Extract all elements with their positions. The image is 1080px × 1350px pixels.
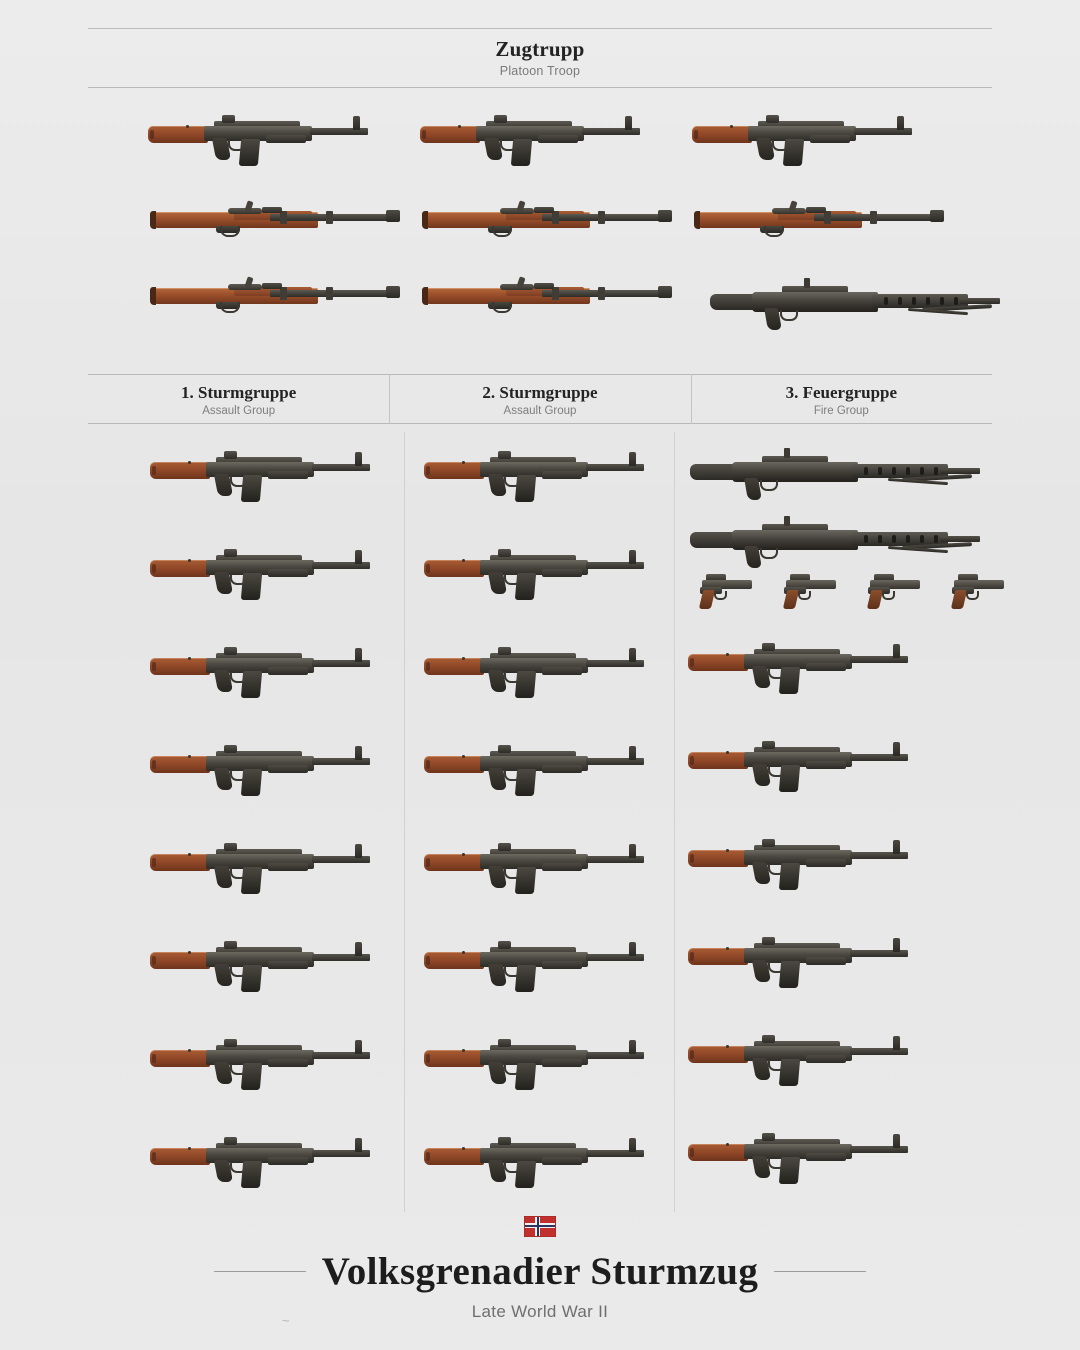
weapon-stg44 — [688, 730, 920, 792]
group-subtitle: Assault Group — [503, 405, 577, 417]
poster-title: Volksgrenadier Sturmzug — [321, 1250, 759, 1293]
weapon-stg44 — [150, 636, 382, 698]
platoon-row-3 — [150, 274, 1004, 336]
platoon-title: Zugtrupp — [495, 37, 585, 61]
platoon-header — [88, 28, 992, 88]
weapon-stg44 — [688, 926, 920, 988]
weapon-luger — [860, 570, 924, 610]
weapon-stg44 — [688, 1122, 920, 1184]
weapon-stg44 — [688, 828, 920, 890]
poster-footer — [0, 1216, 1080, 1322]
weapon-kar98k — [694, 198, 952, 242]
weapon-luger — [692, 570, 756, 610]
platoon-subtitle: Platoon Troop — [499, 64, 581, 79]
weapon-stg44 — [150, 930, 382, 992]
poster-subtitle: Late World War II — [471, 1302, 609, 1321]
column-divider — [404, 432, 405, 1212]
luger-row — [692, 570, 1008, 610]
weapon-stg44 — [150, 1028, 382, 1090]
weapon-stg44 — [424, 1028, 656, 1090]
group-title: 1. Sturmgruppe — [181, 383, 297, 402]
group-header-1 — [88, 375, 389, 423]
weapon-stg44 — [424, 1126, 656, 1188]
weapon-stg44 — [424, 832, 656, 894]
weapon-stg44 — [424, 636, 656, 698]
weapon-kar98k — [422, 198, 680, 242]
group-subtitle: Fire Group — [813, 405, 869, 417]
weapon-stg44 — [424, 440, 656, 502]
weapon-stg44 — [420, 104, 652, 166]
title-rule-right — [774, 1271, 866, 1272]
weapon-kar98k — [150, 274, 408, 336]
column-divider — [674, 432, 675, 1212]
weapon-mg42 — [708, 274, 1004, 336]
weapon-stg44 — [692, 104, 924, 166]
platoon-row-1 — [148, 104, 924, 166]
weapon-kar98k — [150, 198, 408, 242]
platoon-row-2 — [150, 198, 952, 242]
weapon-luger — [776, 570, 840, 610]
weapon-mg42 — [688, 444, 984, 506]
weapon-stg44 — [150, 538, 382, 600]
weapon-stg44 — [424, 930, 656, 992]
weapon-stg44 — [424, 734, 656, 796]
weapon-stg44 — [688, 632, 920, 694]
weapon-stg44 — [150, 832, 382, 894]
weapon-luger — [944, 570, 1008, 610]
german-war-flag-icon — [524, 1216, 556, 1237]
group-header-2 — [389, 375, 690, 423]
weapon-stg44 — [150, 440, 382, 502]
group-headers — [88, 374, 992, 424]
group-title: 3. Feuergruppe — [785, 383, 898, 402]
weapon-mg42 — [688, 512, 984, 574]
group-subtitle: Assault Group — [202, 405, 276, 417]
weapon-stg44 — [688, 1024, 920, 1086]
title-rule-left — [214, 1271, 306, 1272]
weapon-stg44 — [424, 538, 656, 600]
group-title: 2. Sturmgruppe — [482, 383, 598, 402]
weapon-kar98k — [422, 274, 680, 336]
group-header-3 — [691, 375, 992, 423]
weapon-stg44 — [150, 1126, 382, 1188]
weapon-stg44 — [150, 734, 382, 796]
watermark: ~ — [282, 1313, 290, 1328]
weapon-stg44 — [148, 104, 380, 166]
